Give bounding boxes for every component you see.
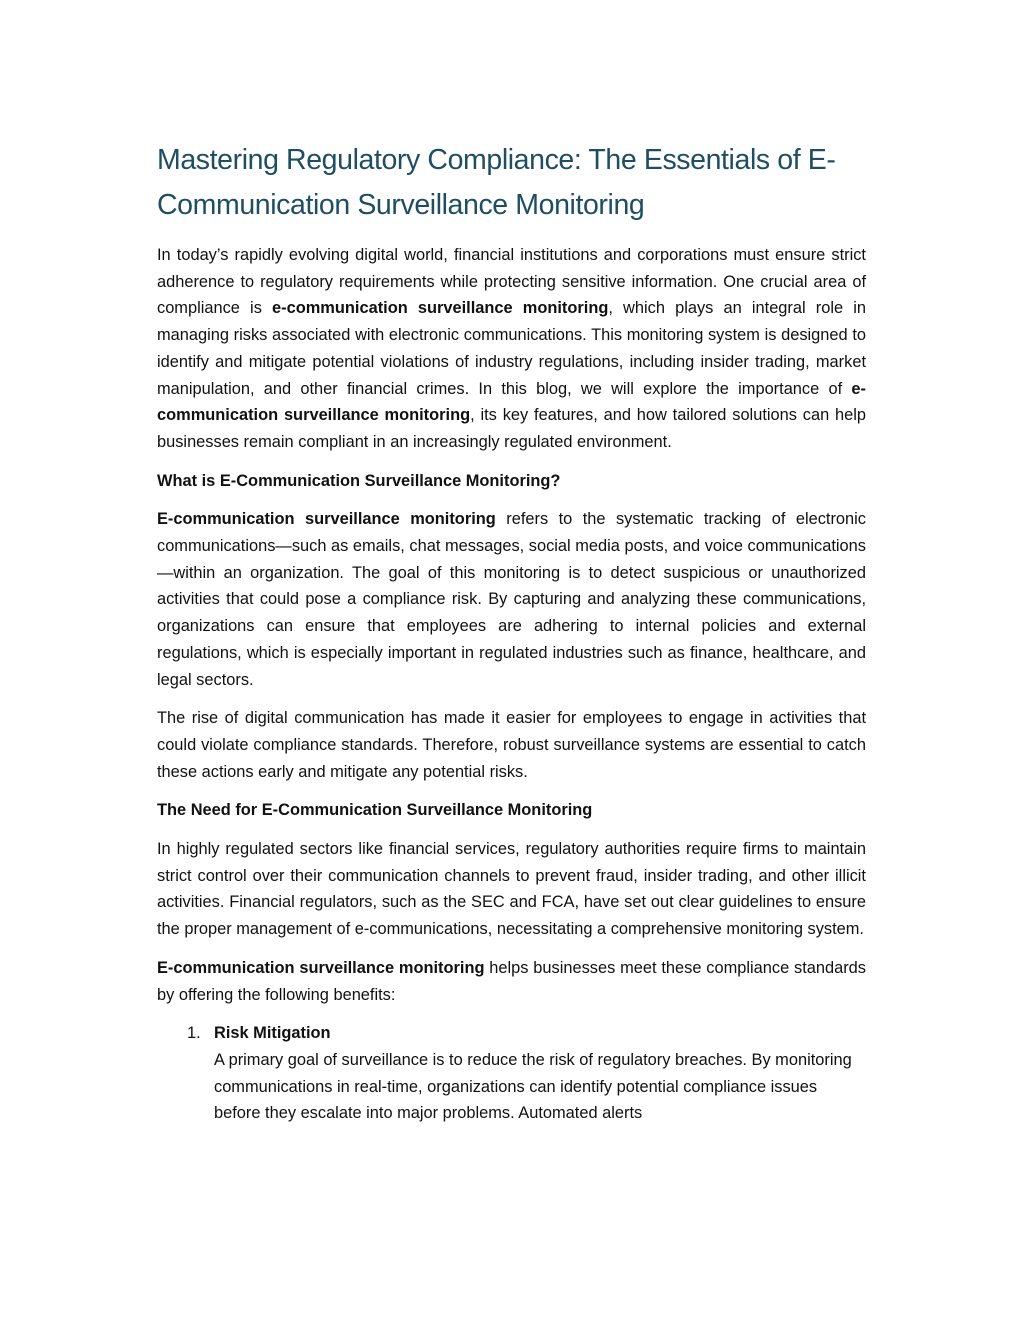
section2-paragraph-2 [157, 955, 866, 1008]
section2-p2-bold: E-communication surveillance monitoring [157, 958, 485, 977]
section1-p1-text: refers to the systematic tracking of electronic communications—such as emails, chat messages, social media posts, and voice communications—within an organization. The goal of this monitoring is to detect suspicious or unauthorized activities that could pose a compliance risk. By capturing and analyzing these communications, organizations can ensure that employees are adhering to internal policies and external regulations, which is especially important in regulated industries such as finance, healthcare, and legal sectors. [157, 510, 866, 689]
section2-paragraph-1: In highly regulated sectors like financial services, regulatory authorities require firms to maintain strict control over their communication channels to prevent fraud, insider trading, and other illicit activities. Financial regulators, such as the SEC and FCA, have set out clear guidelines to ensure the proper management of e-communications, necessitating a comprehensive monitoring system. [157, 840, 866, 939]
intro-bold-2: e-communication surveillance monitoring [157, 379, 866, 425]
section1-paragraph-2: The rise of digital communication has made it easier for employees to engage in activities that could violate compliance standards. Therefore, robust surveillance systems are essential to catch these actions early and mitigate any potential risks. [157, 709, 866, 781]
intro-paragraph [157, 242, 866, 456]
document-content [157, 138, 866, 1127]
intro-text-3: , its key features, and how tailored solutions can help businesses remain compliant in an increasingly regulated environment. [157, 406, 866, 451]
intro-bold-1: e-communication surveillance monitoring [272, 299, 609, 318]
list-item-number: 1. [187, 1024, 201, 1043]
intro-text-1: In today’s rapidly evolving digital world, financial institutions and corporations must ensure strict adherence to regulatory requirements while protecting sensitive information. One crucial area of compliance is [157, 246, 866, 318]
section2-heading: The Need for E-Communication Surveillance Monitoring [157, 801, 593, 820]
document-title: Mastering Regulatory Compliance: The Essentials of E-Communication Surveillance Monitoring [157, 144, 836, 221]
list-item [157, 1020, 866, 1127]
section1-p1-bold: E-communication surveillance monitoring [157, 510, 496, 529]
intro-text-2: , which plays an integral role in managing risks associated with electronic communications. This monitoring system is designed to identify and mitigate potential violations of industry regulations, including insider trading, market manipulation, and other financial crimes. In this blog, we will explore the importance of [157, 299, 867, 398]
list-item-title: Risk Mitigation [214, 1024, 331, 1043]
section1-heading: What is E-Communication Surveillance Monitoring? [157, 471, 561, 490]
section1-paragraph-1 [157, 506, 866, 693]
benefits-list [157, 1020, 866, 1127]
list-item-body: A primary goal of surveillance is to reduce the risk of regulatory breaches. By monitoring communications in real-time, organizations can identify potential compliance issues before they escalate into major problems. Automated alerts [214, 1050, 852, 1123]
section2-p2-text: helps businesses meet these compliance standards by offering the following benefits: [157, 958, 866, 1004]
